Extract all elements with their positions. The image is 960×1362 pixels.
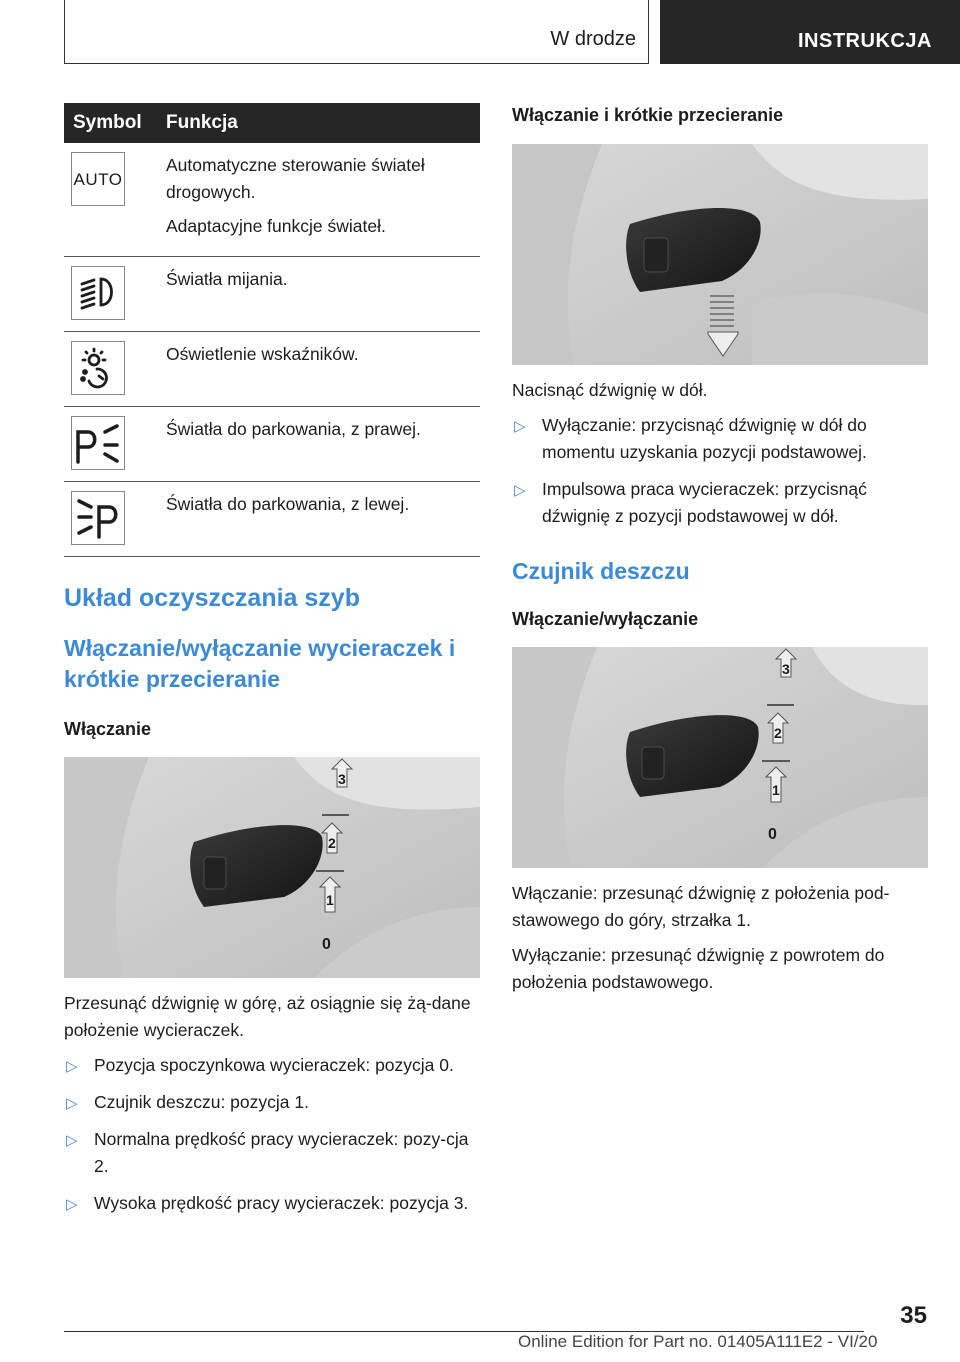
position-bullet: ▷ Czujnik deszczu: pozycja 1. (64, 1089, 480, 1116)
parking-light-right-icon (71, 416, 125, 470)
right-column (512, 103, 928, 996)
bullet-triangle-icon: ▷ (66, 1058, 78, 1075)
position-0-label: 0 (322, 936, 331, 953)
bullet-triangle-icon: ▷ (514, 482, 526, 499)
rain-sensor-heading: Włączanie/wyłączanie (512, 609, 699, 629)
function-text: Oświetlenie wskaźników. (166, 344, 359, 364)
flick-bullet: ▷ Wyłączanie: przycisnąć dźwignię w dół do momentu uzyskania pozycji podstawowej. (514, 415, 867, 462)
function-text: Światła mijania. (166, 269, 288, 289)
header-chapter-tab: INSTRUKCJA (660, 0, 960, 64)
instrument-lighting-icon (71, 341, 125, 395)
switch-on-text: Przesunąć dźwignię w górę, aż osiągnie się żą-dane położenie wycieraczek. (64, 993, 471, 1040)
wiper-lever-down-photo (512, 144, 928, 365)
table-row (64, 332, 480, 407)
flick-text: Nacisnąć dźwignię w dół. (512, 380, 708, 400)
position-bullet: ▷ Pozycja spoczynkowa wycieraczek: pozycja 0. (64, 1052, 480, 1079)
position-3-label: 3 (338, 771, 346, 787)
subsection-title: Włączanie/wyłączanie wycieraczek i krótkie przecieranie (64, 635, 456, 692)
header-section-title: W drodze (550, 28, 636, 50)
rain-sensor-off-text: Wyłączanie: przesunąć dźwignię z powrotem do położenia podstawowego. (512, 945, 885, 992)
bullet-triangle-icon: ▷ (66, 1132, 78, 1149)
column-header-function: Funkcja (166, 103, 480, 143)
function-text: Adaptacyjne funkcje świateł. (166, 216, 386, 236)
rain-sensor-lever-photo (512, 647, 928, 868)
footer-edition: Online Edition for Part no. 01405A111E2 - VI/20 (518, 1332, 878, 1351)
bullet-triangle-icon: ▷ (514, 418, 526, 435)
flick-bullet: ▷ Impulsowa praca wycieraczek: przycisnąć dźwignię z pozycji podstawowej w dół. (514, 479, 867, 526)
position-bullet: ▷ Normalna prędkość pracy wycieraczek: pozy-cja 2. (66, 1129, 469, 1176)
bullet-triangle-icon: ▷ (66, 1095, 78, 1112)
position-1-label: 1 (772, 782, 780, 798)
flick-heading: Włączanie i krótkie przecieranie (512, 105, 784, 125)
low-beam-icon (71, 266, 125, 320)
table-row (64, 482, 480, 557)
table-row (64, 143, 480, 257)
function-text: Automatyczne sterowanie świateł drogowych. (166, 155, 425, 202)
table-row (64, 407, 480, 482)
rain-sensor-on-text: Włączanie: przesunąć dźwignię z położenia pod-stawowego do góry, strzałka 1. (512, 883, 890, 930)
position-bullet: ▷ Wysoka prędkość pracy wycieraczek: pozycja 3. (64, 1190, 480, 1217)
symbol-table (64, 103, 480, 557)
function-text: Światła do parkowania, z prawej. (166, 419, 421, 439)
position-2-label: 2 (328, 835, 336, 851)
function-text: Światła do parkowania, z lewej. (166, 494, 410, 514)
position-0-label: 0 (768, 826, 777, 843)
bullet-triangle-icon: ▷ (66, 1196, 78, 1213)
position-3-label: 3 (782, 661, 790, 677)
page-number: 35 (900, 1302, 927, 1329)
section-title: Układ oczyszczania szyb (64, 584, 360, 612)
rain-sensor-title: Czujnik deszczu (512, 558, 690, 584)
parking-light-left-icon (71, 491, 125, 545)
position-1-label: 1 (326, 892, 334, 908)
column-header-symbol: Symbol (64, 103, 166, 143)
left-column (64, 103, 480, 1217)
table-header-row (64, 103, 480, 143)
position-2-label: 2 (774, 725, 782, 741)
switch-on-heading: Włączanie (64, 719, 152, 739)
auto-icon: AUTO (71, 152, 125, 206)
table-row (64, 257, 480, 332)
wiper-lever-up-photo (64, 757, 480, 978)
